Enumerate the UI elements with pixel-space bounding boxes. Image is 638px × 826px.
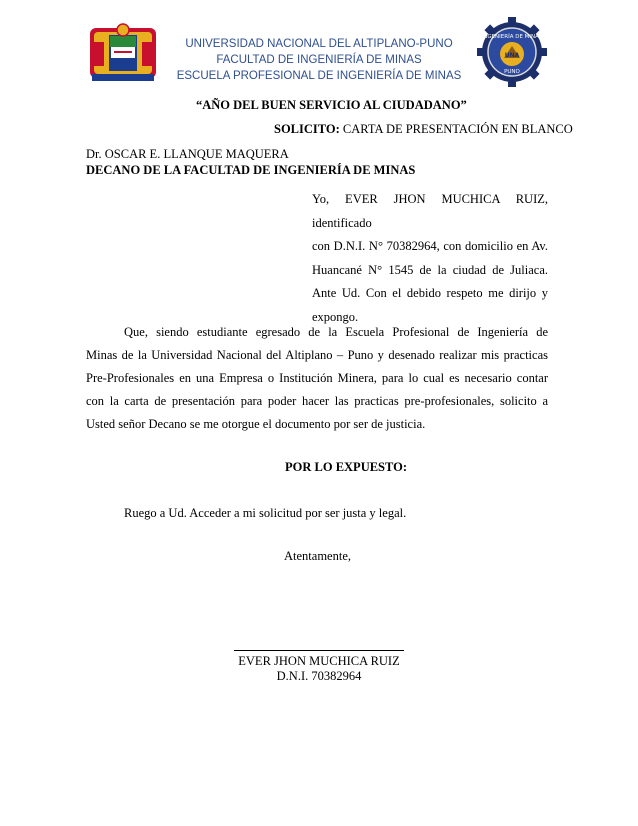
solicito-value: CARTA DE PRESENTACIÓN EN BLANCO [339, 122, 573, 136]
gear-logo-bottom: PUNO [504, 69, 520, 75]
ruego-statement: Ruego a Ud. Acceder a mi solicitud por ser justa y legal. [124, 506, 407, 520]
year-motto: “AÑO DEL BUEN SERVICIO AL CIUDADANO” [196, 98, 467, 112]
intro-line: expongo. [312, 309, 359, 324]
gear-logo-sub: UNA [504, 52, 520, 59]
por-lo-expuesto-heading: POR LO EXPUESTO: [285, 460, 408, 474]
solicito-line [274, 121, 573, 137]
letterhead [150, 36, 488, 84]
closing-text: Atentamente, [284, 549, 351, 563]
solicito-label: SOLICITO: [274, 122, 340, 136]
faculty-name: FACULTAD DE INGENIERÍA DE MINAS [216, 54, 422, 66]
addressee-name: Dr. OSCAR E. LLANQUE MAQUERA [86, 147, 289, 161]
school-name: ESCUELA PROFESIONAL DE INGENIERÍA DE MINAS [176, 70, 462, 82]
body-line: Minas de la Universidad Nacional del Altiplano – Puno y desenado realizar mis practicas [86, 348, 548, 362]
gear-logo-text: INGENIERÍA DE MINAS [481, 34, 543, 40]
mining-school-gear-logo [476, 16, 548, 88]
body-line: Pre-Profesionales en una Empresa o Institución Minera, para lo cual es necesario contar [86, 371, 548, 385]
body-line: con la carta de presentación para poder hacer las practicas pre-profesionales, solicito a [86, 394, 548, 408]
university-crest-logo [88, 22, 158, 84]
addressee-title: DECANO DE LA FACULTAD DE INGENIERÍA DE MINAS [86, 163, 416, 177]
signature-dni: D.N.I. 70382964 [276, 669, 362, 683]
body-line: Usted señor Decano se me otorgue el documento por ser de justicia. [86, 417, 426, 431]
intro-line: con D.N.I. N° 70382964, con domicilio en Av. [312, 239, 548, 253]
intro-line: Ante Ud. Con el debido respeto me dirijo y [312, 286, 548, 300]
intro-paragraph [312, 188, 548, 329]
body-paragraph [86, 321, 548, 436]
university-name: UNIVERSIDAD NACIONAL DEL ALTIPLANO-PUNO [185, 38, 453, 50]
intro-line: Huancané N° 1545 de la ciudad de Juliaca. [312, 262, 548, 277]
body-line: Que, siendo estudiante egresado de la Escuela Profesional de Ingeniería de [124, 325, 548, 339]
intro-line: Yo, EVER JHON MUCHICA RUIZ, identificado [312, 192, 548, 230]
signature-name: EVER JHON MUCHICA RUIZ [238, 654, 400, 668]
signature-line [234, 650, 404, 651]
